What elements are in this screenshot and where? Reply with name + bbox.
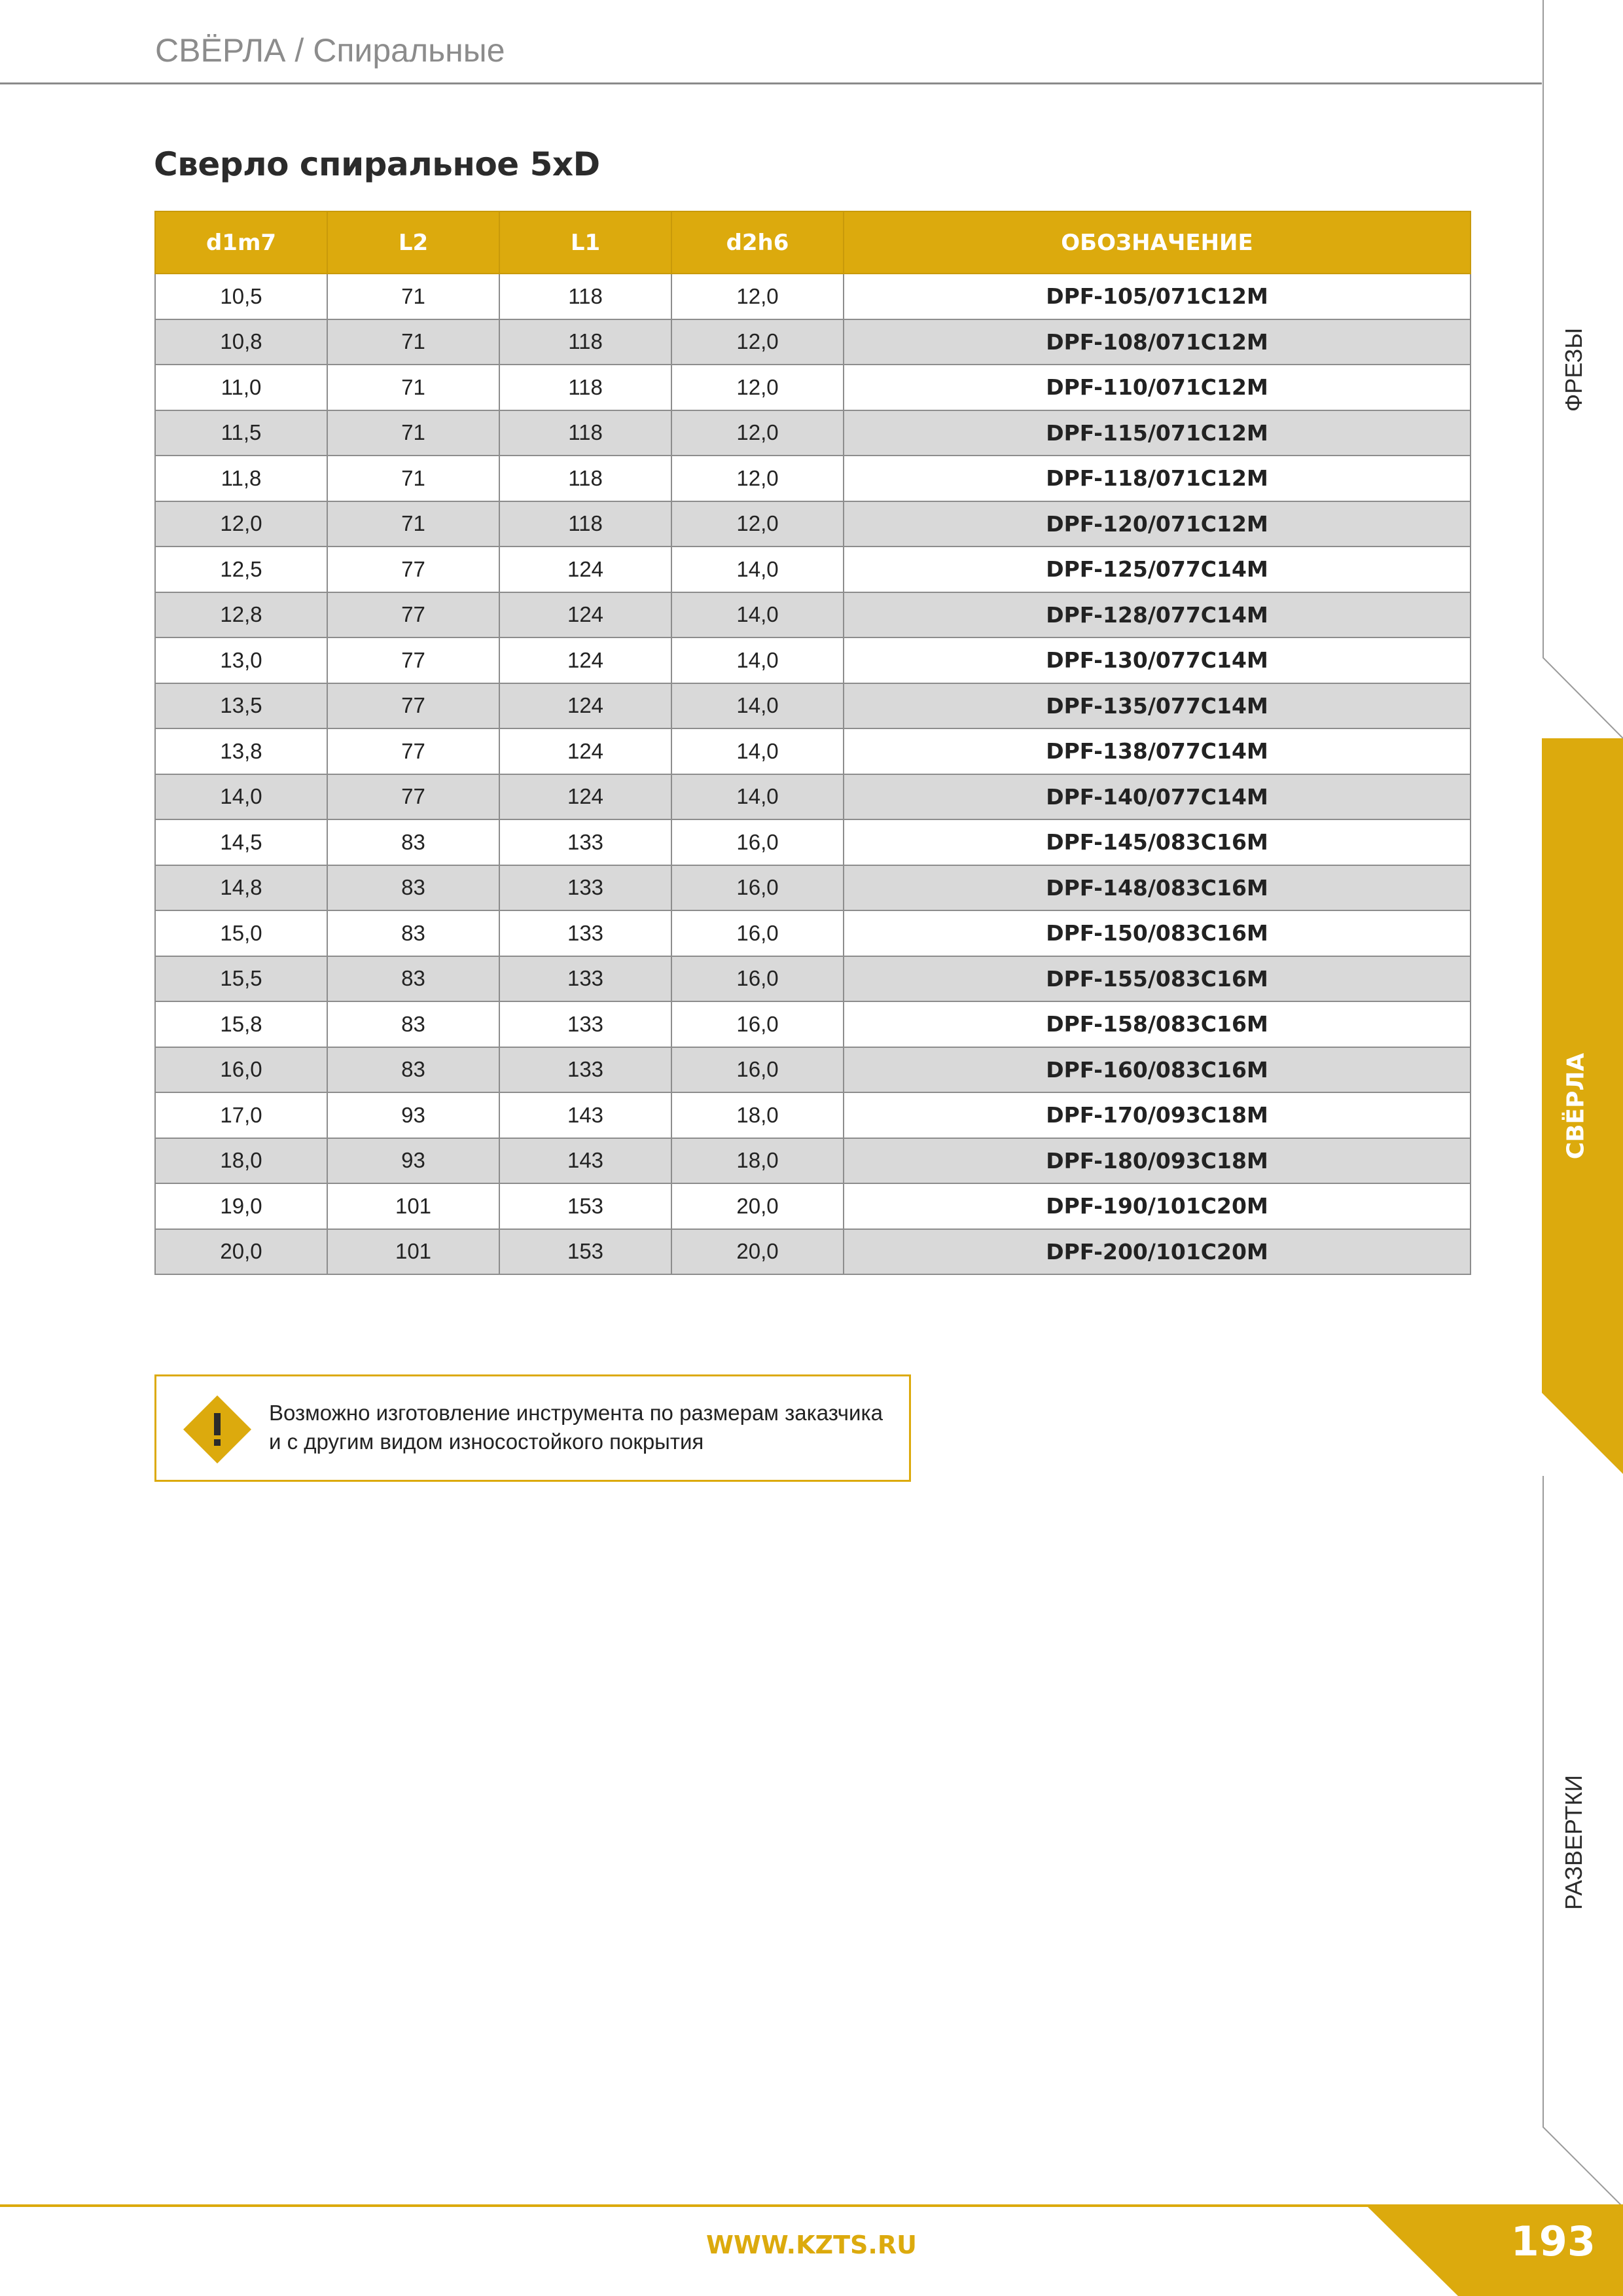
cell-d1m7: 14,8: [155, 865, 327, 911]
cell-l1: 118: [499, 501, 671, 547]
cell-designation: DPF-125/077C14M: [844, 547, 1471, 592]
cell-d2h6: 12,0: [671, 501, 844, 547]
cell-d1m7: 19,0: [155, 1183, 327, 1229]
cell-d2h6: 12,0: [671, 410, 844, 456]
cell-designation: DPF-150/083C16M: [844, 910, 1471, 956]
cell-d2h6: 14,0: [671, 547, 844, 592]
cell-designation: DPF-190/101C20M: [844, 1183, 1471, 1229]
notice-line-1: Возможно изготовление инструмента по размерам заказчика: [269, 1401, 883, 1425]
cell-l2: 93: [327, 1092, 499, 1138]
cell-l2: 77: [327, 592, 499, 638]
table-row: [155, 819, 1471, 865]
cell-l1: 118: [499, 410, 671, 456]
cell-d2h6: 16,0: [671, 956, 844, 1002]
spec-table: [154, 211, 1471, 1275]
notice-text: [269, 1399, 883, 1456]
table-header-row: [155, 211, 1471, 274]
cell-l1: 118: [499, 319, 671, 365]
cell-d2h6: 12,0: [671, 274, 844, 319]
cell-d1m7: 15,0: [155, 910, 327, 956]
cell-d2h6: 16,0: [671, 819, 844, 865]
cell-d1m7: 14,0: [155, 774, 327, 820]
cell-designation: DPF-105/071C12M: [844, 274, 1471, 319]
cell-l1: 133: [499, 956, 671, 1002]
cell-d2h6: 16,0: [671, 1047, 844, 1093]
cell-l2: 71: [327, 365, 499, 410]
cell-designation: DPF-140/077C14M: [844, 774, 1471, 820]
table-row: [155, 774, 1471, 820]
side-tab-drills[interactable]: СВЁРЛА: [1562, 1052, 1590, 1160]
cell-l1: 118: [499, 274, 671, 319]
table-row: [155, 910, 1471, 956]
cell-l1: 133: [499, 1047, 671, 1093]
cell-designation: DPF-200/101C20M: [844, 1229, 1471, 1275]
cell-designation: DPF-148/083C16M: [844, 865, 1471, 911]
table-body: [155, 274, 1471, 1274]
cell-d2h6: 20,0: [671, 1183, 844, 1229]
cell-d1m7: 11,5: [155, 410, 327, 456]
cell-l2: 77: [327, 728, 499, 774]
table-row: [155, 1092, 1471, 1138]
cell-l2: 71: [327, 410, 499, 456]
cell-d1m7: 11,0: [155, 365, 327, 410]
table-row: [155, 1001, 1471, 1047]
page-number: 193: [1510, 2217, 1596, 2265]
cell-d1m7: 15,8: [155, 1001, 327, 1047]
cell-d1m7: 11,8: [155, 456, 327, 501]
cell-d1m7: 18,0: [155, 1138, 327, 1184]
cell-l2: 77: [327, 637, 499, 683]
cell-l1: 124: [499, 683, 671, 729]
cell-d1m7: 13,8: [155, 728, 327, 774]
column-header-d2h6: d2h6: [671, 211, 844, 274]
table-row: [155, 1138, 1471, 1184]
cell-l2: 83: [327, 1001, 499, 1047]
cell-l2: 101: [327, 1229, 499, 1275]
cell-d2h6: 12,0: [671, 456, 844, 501]
cell-l2: 83: [327, 819, 499, 865]
cell-l2: 77: [327, 683, 499, 729]
cell-d2h6: 18,0: [671, 1138, 844, 1184]
cell-d1m7: 13,5: [155, 683, 327, 729]
cell-l1: 118: [499, 456, 671, 501]
cell-d1m7: 12,0: [155, 501, 327, 547]
cell-d2h6: 14,0: [671, 637, 844, 683]
table-row: [155, 274, 1471, 319]
cell-l1: 124: [499, 774, 671, 820]
table-row: [155, 1047, 1471, 1093]
cell-l1: 133: [499, 819, 671, 865]
cell-l2: 77: [327, 774, 499, 820]
cell-designation: DPF-145/083C16M: [844, 819, 1471, 865]
table-row: [155, 319, 1471, 365]
cell-l1: 153: [499, 1229, 671, 1275]
cell-l1: 133: [499, 910, 671, 956]
page-title: Сверло спиральное 5xD: [154, 145, 600, 183]
side-tab-milling[interactable]: ФРЕЗЫ: [1560, 327, 1587, 412]
cell-l2: 83: [327, 910, 499, 956]
cell-l2: 71: [327, 319, 499, 365]
cell-d2h6: 14,0: [671, 592, 844, 638]
cell-designation: DPF-135/077C14M: [844, 683, 1471, 729]
cell-l1: 124: [499, 728, 671, 774]
table-row: [155, 865, 1471, 911]
cell-l2: 71: [327, 274, 499, 319]
cell-d1m7: 15,5: [155, 956, 327, 1002]
cell-l2: 83: [327, 956, 499, 1002]
cell-designation: DPF-138/077C14M: [844, 728, 1471, 774]
cell-d1m7: 20,0: [155, 1229, 327, 1275]
cell-d2h6: 12,0: [671, 365, 844, 410]
cell-d1m7: 16,0: [155, 1047, 327, 1093]
cell-d2h6: 14,0: [671, 728, 844, 774]
cell-d2h6: 12,0: [671, 319, 844, 365]
table-row: [155, 728, 1471, 774]
table-row: [155, 456, 1471, 501]
column-header-d1m7: d1m7: [155, 211, 327, 274]
cell-designation: DPF-170/093C18M: [844, 1092, 1471, 1138]
cell-d1m7: 12,8: [155, 592, 327, 638]
cell-d2h6: 14,0: [671, 683, 844, 729]
cell-d2h6: 20,0: [671, 1229, 844, 1275]
cell-l2: 83: [327, 865, 499, 911]
table-row: [155, 592, 1471, 638]
cell-l1: 124: [499, 547, 671, 592]
cell-l1: 118: [499, 365, 671, 410]
table-row: [155, 365, 1471, 410]
cell-designation: DPF-158/083C16M: [844, 1001, 1471, 1047]
cell-designation: DPF-108/071C12M: [844, 319, 1471, 365]
cell-l1: 143: [499, 1092, 671, 1138]
cell-l1: 133: [499, 1001, 671, 1047]
footer-url-link[interactable]: WWW.KZTS.RU: [706, 2231, 917, 2259]
cell-l2: 71: [327, 501, 499, 547]
cell-designation: DPF-155/083C16M: [844, 956, 1471, 1002]
table-row: [155, 1229, 1471, 1275]
notice-line-2: и с другим видом износостойкого покрытия: [269, 1429, 704, 1454]
cell-designation: DPF-110/071C12M: [844, 365, 1471, 410]
cell-d1m7: 13,0: [155, 637, 327, 683]
cell-l1: 143: [499, 1138, 671, 1184]
cell-designation: DPF-130/077C14M: [844, 637, 1471, 683]
breadcrumb: СВЁРЛА / Спиральные: [155, 32, 505, 69]
table-row: [155, 956, 1471, 1002]
table-row: [155, 683, 1471, 729]
cell-l1: 153: [499, 1183, 671, 1229]
notice-box: [154, 1374, 911, 1482]
cell-l2: 77: [327, 547, 499, 592]
column-header-l1: L1: [499, 211, 671, 274]
cell-designation: DPF-120/071C12M: [844, 501, 1471, 547]
column-header-designation: ОБОЗНАЧЕНИЕ: [844, 211, 1471, 274]
column-header-l2: L2: [327, 211, 499, 274]
cell-d1m7: 14,5: [155, 819, 327, 865]
cell-d2h6: 18,0: [671, 1092, 844, 1138]
cell-designation: DPF-180/093C18M: [844, 1138, 1471, 1184]
table-row: [155, 637, 1471, 683]
cell-d1m7: 12,5: [155, 547, 327, 592]
cell-l2: 93: [327, 1138, 499, 1184]
table-row: [155, 501, 1471, 547]
warning-exclamation-icon: [181, 1393, 253, 1465]
cell-l1: 124: [499, 637, 671, 683]
cell-d1m7: 10,8: [155, 319, 327, 365]
cell-d1m7: 17,0: [155, 1092, 327, 1138]
table-row: [155, 410, 1471, 456]
side-tab-reamers[interactable]: РАЗВЕРТКИ: [1560, 1774, 1587, 1910]
cell-designation: DPF-128/077C14M: [844, 592, 1471, 638]
cell-d2h6: 16,0: [671, 910, 844, 956]
cell-d1m7: 10,5: [155, 274, 327, 319]
cell-d2h6: 14,0: [671, 774, 844, 820]
cell-l2: 71: [327, 456, 499, 501]
cell-designation: DPF-115/071C12M: [844, 410, 1471, 456]
cell-l1: 124: [499, 592, 671, 638]
header-rule: [0, 82, 1542, 84]
cell-designation: DPF-118/071C12M: [844, 456, 1471, 501]
table-row: [155, 547, 1471, 592]
cell-d2h6: 16,0: [671, 865, 844, 911]
cell-d2h6: 16,0: [671, 1001, 844, 1047]
cell-l2: 83: [327, 1047, 499, 1093]
table-row: [155, 1183, 1471, 1229]
cell-l2: 101: [327, 1183, 499, 1229]
cell-l1: 133: [499, 865, 671, 911]
cell-designation: DPF-160/083C16M: [844, 1047, 1471, 1093]
